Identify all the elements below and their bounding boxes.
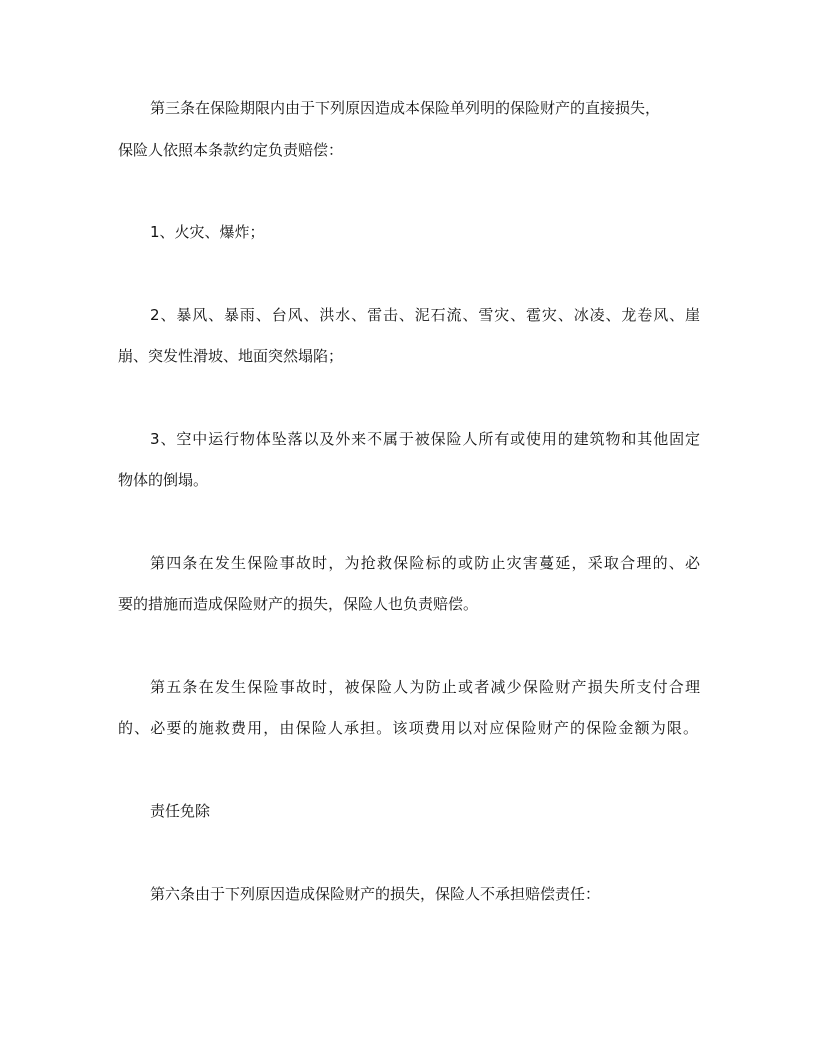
item-1-line-1: 1、火灾、爆炸； <box>150 223 265 241</box>
article-5-line-1: 第五条在发生保险事故时，被保险人为防止或者减少保险财产损失所支付合理 <box>150 678 700 696</box>
item-2-line-2: 崩、突发性滑坡、地面突然塌陷； <box>118 347 344 365</box>
article-6-line-1: 第六条由于下列原因造成保险财产的损失，保险人不承担赔偿责任： <box>150 885 601 903</box>
article-3-line-2: 保险人依照本条款约定负责赔偿： <box>118 141 344 159</box>
item-2-line-1: 2、暴风、暴雨、台风、洪水、雷击、泥石流、雪灾、雹灾、冰凌、龙卷风、崖 <box>150 306 700 324</box>
article-4-line-2: 要的措施而造成保险财产的损失，保险人也负责赔偿。 <box>118 595 479 613</box>
item-3-line-1: 3、空中运行物体坠落以及外来不属于被保险人所有或使用的建筑物和其他固定 <box>150 430 700 448</box>
section-heading: 责任免除 <box>150 802 211 820</box>
article-4-line-1: 第四条在发生保险事故时，为抢救保险标的或防止灾害蔓延，采取合理的、必 <box>150 554 700 572</box>
item-3-line-2: 物体的倒塌。 <box>118 471 209 489</box>
article-5-line-2: 的、必要的施救费用，由保险人承担。该项费用以对应保险财产的保险金额为限。 <box>118 719 698 737</box>
article-3-line-1: 第三条在保险期限内由于下列原因造成本保险单列明的保险财产的直接损失， <box>150 99 661 117</box>
